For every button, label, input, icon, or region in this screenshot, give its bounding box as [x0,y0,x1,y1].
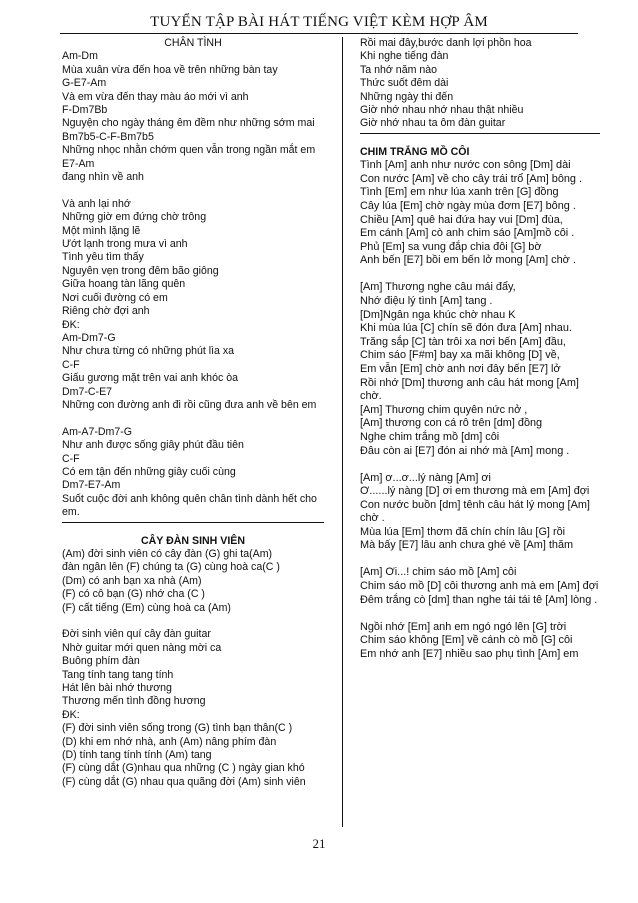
lyric-line: Dm7-C-E7 [62,385,113,398]
lyric-line: Nơi cuối đường có em [62,291,168,304]
lyric-line: Mà bấy [E7] lâu anh chưa ghé về [Am] thăm [360,539,574,552]
blank-line [360,268,600,281]
lyric-line: E7-Am [62,157,95,170]
lyric-line: Em vẫn [Em] chờ anh nơi đây bến [E7] lở [360,362,561,375]
page-number: 21 [312,836,326,851]
lyrics-cay-dan-sinh-vien [62,548,324,789]
lyric-line: Thương mến tình đồng hương [62,695,206,708]
lyric-line: Tình [Am] anh như nước con sông [Dm] dài [360,159,571,172]
lyric-line: ĐK: [62,708,80,721]
section-rule [62,522,324,523]
lyric-line: (F) có cô bạn (G) nhớ cha (C ) [62,588,205,601]
lyric-line: Những nhọc nhằn chớm quen vẫn trong ngần mắt em [62,144,316,157]
lyric-line: Đời sinh viên quí cây đàn guitar [62,628,211,641]
lyric-line: Có em tận đến những giây cuối cùng [62,465,236,478]
lyric-line: Am-Dm [62,50,98,63]
left-column [62,37,324,789]
lyric-line: Giấu gương mặt trên vai anh khóc òa [62,372,238,385]
section-rule [360,133,600,134]
lyric-line: Anh bến [E7] bồi em bến lở mong [Am] chờ . [360,254,576,267]
lyric-line: (Dm) có anh bạn xa nhà (Am) [62,574,202,587]
song-title-chim-trang-mo-coi: CHIM TRẮNG MỒ CÔI [360,145,470,158]
lyric-line: Suốt cuộc đời anh không quên chân tình dành hết cho em. [62,492,317,519]
lyric-line: Đêm trắng cò [dm] than nghe tái tái tê [Am] lòng . [360,593,598,606]
lyric-line: Những con đường anh đi rồi cũng đưa anh về bên em [62,398,317,411]
lyric-line: Những ngày thi đến [360,90,454,103]
lyric-line: Như anh được sống giây phút đầu tiên [62,439,244,452]
lyric-line: [Am] Thương chim quyên nức nở , [360,403,528,416]
lyrics-chim-trang-mo-coi [360,159,600,661]
right-column [360,37,600,661]
blank-line [62,615,324,628]
lyric-line: Am-A7-Dm7-G [62,425,133,438]
lyric-line: Và anh lại nhớ [62,197,131,210]
lyric-line: đàn ngân lên (F) chúng ta (G) cùng hoà ca(C ) [62,561,280,574]
lyric-line: (Am) đời sinh viên có cây đàn (G) ghi ta(Am) [62,548,273,560]
lyric-line: Nguyên vẹn trong đêm bão giông [62,264,219,277]
lyric-line: Nhờ guitar mới quen nàng mời ca [62,641,222,654]
blank-line [62,184,324,197]
lyric-line: ĐK: [62,318,80,331]
lyric-line: [Am] ơ...ơ...lý nàng [Am] ơi [360,471,491,484]
lyric-line: Chim sáo không [Em] về cánh cò mồ [G] côi [360,634,573,647]
lyrics-continuation [360,37,600,131]
lyric-line: Mùa lúa [Em] thơm đã chín chín lâu [G] rồi [360,525,566,538]
lyric-line: Giờ nhớ nhau nhớ nhau thật nhiều [360,104,524,117]
lyric-line: Nhớ điệu lý tình [Am] tang . [360,294,493,307]
lyric-line: Riêng chờ đợi anh [62,305,150,318]
lyric-line: Chiều [Am] quê hai đứa hay vui [Dm] đùa, [360,213,563,226]
blank-line [62,412,324,425]
lyric-line: Những giờ em đứng chờ trông [62,211,207,224]
lyrics-chan-tinh [62,50,324,519]
lyric-line: Rồi mai đây,bước danh lợi phồn hoa [360,37,532,49]
page-header-title: TUYỂN TẬP BÀI HÁT TIẾNG VIỆT KÈM HỢP ÂM [150,14,488,30]
lyric-line: Con nước [Am] về cho cây trái trổ [Am] bông . [360,172,583,185]
lyric-line: Trăng sắp [C] tàn trôi xa nơi bến [Am] đầu, [360,335,566,348]
lyric-line: Nghe chim trắng mồ [dm] côi [360,430,500,443]
lyric-line: Ta nhớ năm nào [360,63,438,76]
lyric-line: Đâu còn ai [E7] đón ai nhớ mà [Am] mong . [360,444,570,457]
lyric-line: Buông phím đàn [62,655,140,668]
lyric-line: (F) cùng dắt (G)nhau qua những (C ) ngày gian khó [62,762,305,775]
lyric-line: C-F [62,358,80,371]
lyric-line: Tang tính tang tang tính [62,668,174,681]
lyric-line: Thức suốt đêm dài [360,77,449,90]
lyric-line: Am-Dm7-G [62,331,116,344]
lyric-line: Cây lúa [Em] chờ ngày mùa đơm [E7] bông . [360,200,576,213]
lyric-line: đang nhìn về anh [62,171,144,184]
lyric-line: [Dm]Ngân nga khúc chờ nhau K [360,308,516,321]
column-divider [342,37,343,827]
lyric-line: Chim sáo [F#m] bay xa mãi không [D] về, [360,349,560,362]
blank-line [360,458,600,471]
lyric-line: Bm7b5-C-F-Bm7b5 [62,130,154,143]
blank-line [360,553,600,566]
lyric-line: Và em vừa đến thay màu áo mới vì anh [62,90,249,103]
lyric-line: Như chưa từng có những phút lìa xa [62,345,235,358]
lyric-line: Phủ [Em] sa vung đắp chia đôi [G] bờ [360,240,542,253]
song-title-cay-dan-sinh-vien: CÂY ĐÀN SINH VIÊN [141,534,245,547]
lyric-line: Chim sáo mồ [D] côi thương anh mà em [Am] đợi [360,580,599,593]
lyric-line: C-F [62,452,80,465]
lyric-line: (D) khi em nhớ nhà, anh (Am) nâng phím đàn [62,735,277,748]
lyric-line: (F) đời sinh viên sống trong (G) tình bạn thân(C ) [62,722,293,735]
lyric-line: F-Dm7Bb [62,104,108,117]
lyric-line: Ướt lạnh trong mưa vì anh [62,238,188,251]
lyric-line: Ơ......lý nàng [D] ơi em thương mà em [Am] đợi [360,485,590,498]
lyric-line: Giờ nhớ nhau ta ôm đàn guitar [360,117,506,130]
lyric-line: Hát lên bài nhớ thương [62,682,172,695]
lyric-line: Khi nghe tiếng đàn [360,50,449,63]
lyric-line: Khi mùa lúa [C] chín sẽ đón đưa [Am] nhau. [360,322,572,335]
song-title-chan-tinh: CHÂN TÌNH [164,37,222,49]
blank-line [360,607,600,620]
lyric-line: [Am] thương con cá rô trên [dm] đồng [360,417,543,430]
lyric-line: Nguyện cho ngày tháng êm đềm như những sớm mai [62,117,315,130]
lyric-line: Dm7-E7-Am [62,479,121,492]
lyric-line: Em nhớ anh [E7] nhiều sao phụ tình [Am] em [360,647,579,660]
lyric-line: (F) cất tiếng (Em) cùng hoà ca (Am) [62,601,231,614]
lyric-line: [Am] Thương nghe câu mái đẩy, [360,281,516,294]
lyric-line: Em cánh [Am] cò anh chim sáo [Am]mồ côi . [360,227,575,240]
lyric-line: Giữa hoang tàn lãng quên [62,278,186,291]
lyric-line: Ngồi nhớ [Em] anh em ngó ngó lên [G] trời [360,620,567,633]
lyric-line: Tình yêu tìm thấy [62,251,144,264]
header-rule [60,33,578,34]
lyric-line: (F) cùng dắt (G) nhau qua quãng đời (Am) sinh viên [62,775,306,788]
lyric-line: Con nước buồn [dm] tênh câu hát lý mong [Am] chờ . [360,498,590,525]
lyric-line: Rồi nhớ [Dm] thương anh câu hát mong [Am] chờ. [360,376,579,403]
lyric-line: Một mình lặng lẽ [62,224,141,237]
lyric-line: Mùa xuân vừa đến hoa về trên những bàn tay [62,63,278,76]
lyric-line: (D) tính tang tính tính (Am) tang [62,749,212,762]
lyric-line: G-E7-Am [62,77,107,90]
lyric-line: [Am] Ơi...! chim sáo mồ [Am] côi [360,566,517,579]
lyric-line: Tình [Em] em như lúa xanh trên [G] đồng [360,186,559,199]
